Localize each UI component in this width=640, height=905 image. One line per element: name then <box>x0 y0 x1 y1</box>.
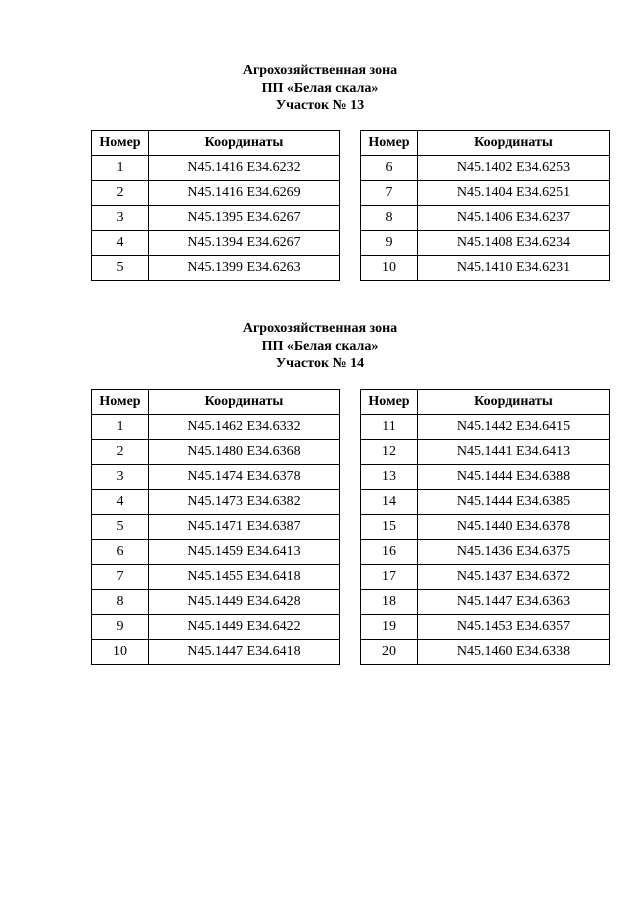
table-row <box>361 590 610 615</box>
point-number-cell: 10 <box>361 256 418 281</box>
table-row <box>92 256 340 281</box>
coordinates-cell: N45.1474 E34.6378 <box>149 465 340 490</box>
point-number-cell: 2 <box>92 440 149 465</box>
table-row <box>92 490 340 515</box>
table-row <box>92 231 340 256</box>
point-number-cell: 4 <box>92 231 149 256</box>
point-number-cell: 17 <box>361 565 418 590</box>
column-header-coordinates: Координаты <box>418 390 610 415</box>
point-number-cell: 16 <box>361 540 418 565</box>
point-number-cell: 1 <box>92 156 149 181</box>
point-number-cell: 8 <box>92 590 149 615</box>
table-row <box>361 256 610 281</box>
table-row <box>92 615 340 640</box>
point-number-cell: 9 <box>361 231 418 256</box>
table-row <box>92 540 340 565</box>
table-row <box>361 465 610 490</box>
coordinates-cell: N45.1406 E34.6237 <box>418 206 610 231</box>
coordinates-cell: N45.1471 E34.6387 <box>149 515 340 540</box>
table-row <box>92 515 340 540</box>
plot-13-heading <box>0 62 640 115</box>
table-row <box>361 206 610 231</box>
plot-14-table-right <box>360 389 610 665</box>
coordinates-cell: N45.1449 E34.6428 <box>149 590 340 615</box>
point-number-cell: 6 <box>92 540 149 565</box>
column-header-coordinates: Координаты <box>149 131 340 156</box>
reserve-title: ПП «Белая скала» <box>261 80 379 96</box>
point-number-cell: 5 <box>92 256 149 281</box>
table-header-row <box>92 131 340 156</box>
zone-title: Агрохозяйственная зона <box>242 321 398 336</box>
plot-13-section <box>0 62 640 115</box>
coordinates-cell: N45.1444 E34.6385 <box>418 490 610 515</box>
coordinates-cell: N45.1440 E34.6378 <box>418 515 610 540</box>
table-row <box>361 615 610 640</box>
table-row <box>92 440 340 465</box>
point-number-cell: 11 <box>361 415 418 440</box>
column-header-number: Номер <box>361 390 418 415</box>
point-number-cell: 5 <box>92 515 149 540</box>
table-header-row <box>361 390 610 415</box>
coordinates-cell: N45.1455 E34.6418 <box>149 565 340 590</box>
point-number-cell: 19 <box>361 615 418 640</box>
coordinates-cell: N45.1449 E34.6422 <box>149 615 340 640</box>
plot-14-section <box>0 320 640 373</box>
coordinates-cell: N45.1416 E34.6232 <box>149 156 340 181</box>
point-number-cell: 15 <box>361 515 418 540</box>
table-row <box>361 440 610 465</box>
table-row <box>361 415 610 440</box>
point-number-cell: 18 <box>361 590 418 615</box>
coordinates-cell: N45.1395 E34.6267 <box>149 206 340 231</box>
table-row <box>361 640 610 665</box>
point-number-cell: 3 <box>92 465 149 490</box>
table-row <box>92 640 340 665</box>
point-number-cell: 9 <box>92 615 149 640</box>
plot-14-heading <box>0 320 640 373</box>
table-header-row <box>92 390 340 415</box>
column-header-number: Номер <box>92 131 149 156</box>
table-row <box>361 490 610 515</box>
point-number-cell: 3 <box>92 206 149 231</box>
coordinates-cell: N45.1460 E34.6338 <box>418 640 610 665</box>
table-row <box>92 156 340 181</box>
reserve-title: ПП «Белая скала» <box>261 338 379 354</box>
coordinates-cell: N45.1394 E34.6267 <box>149 231 340 256</box>
table-row <box>92 181 340 206</box>
coordinates-cell: N45.1442 E34.6415 <box>418 415 610 440</box>
point-number-cell: 4 <box>92 490 149 515</box>
table-row <box>361 515 610 540</box>
point-number-cell: 14 <box>361 490 418 515</box>
point-number-cell: 13 <box>361 465 418 490</box>
coordinates-cell: N45.1404 E34.6251 <box>418 181 610 206</box>
point-number-cell: 7 <box>361 181 418 206</box>
table-row <box>361 231 610 256</box>
plot-13-table-left <box>91 130 340 281</box>
coordinates-cell: N45.1447 E34.6418 <box>149 640 340 665</box>
point-number-cell: 1 <box>92 415 149 440</box>
coordinates-cell: N45.1444 E34.6388 <box>418 465 610 490</box>
table-row <box>92 590 340 615</box>
coordinates-cell: N45.1436 E34.6375 <box>418 540 610 565</box>
table-row <box>361 540 610 565</box>
plot-13-table-right <box>360 130 610 281</box>
plot-title: Участок № 13 <box>275 98 365 113</box>
coordinates-cell: N45.1441 E34.6413 <box>418 440 610 465</box>
coordinates-cell: N45.1447 E34.6363 <box>418 590 610 615</box>
point-number-cell: 8 <box>361 206 418 231</box>
zone-title: Агрохозяйственная зона <box>242 63 398 78</box>
table-row <box>92 415 340 440</box>
coordinates-cell: N45.1410 E34.6231 <box>418 256 610 281</box>
point-number-cell: 7 <box>92 565 149 590</box>
coordinates-cell: N45.1480 E34.6368 <box>149 440 340 465</box>
coordinates-cell: N45.1402 E34.6253 <box>418 156 610 181</box>
table-row <box>92 465 340 490</box>
coordinates-cell: N45.1462 E34.6332 <box>149 415 340 440</box>
table-row <box>361 565 610 590</box>
column-header-coordinates: Координаты <box>418 131 610 156</box>
plot-title: Участок № 14 <box>275 356 365 371</box>
coordinates-cell: N45.1473 E34.6382 <box>149 490 340 515</box>
coordinates-cell: N45.1416 E34.6269 <box>149 181 340 206</box>
plot-14-table-left <box>91 389 340 665</box>
point-number-cell: 20 <box>361 640 418 665</box>
point-number-cell: 2 <box>92 181 149 206</box>
coordinates-cell: N45.1399 E34.6263 <box>149 256 340 281</box>
table-row <box>361 156 610 181</box>
point-number-cell: 6 <box>361 156 418 181</box>
coordinates-cell: N45.1459 E34.6413 <box>149 540 340 565</box>
column-header-number: Номер <box>92 390 149 415</box>
table-header-row <box>361 131 610 156</box>
point-number-cell: 10 <box>92 640 149 665</box>
column-header-number: Номер <box>361 131 418 156</box>
table-row <box>92 206 340 231</box>
table-row <box>92 565 340 590</box>
coordinates-cell: N45.1437 E34.6372 <box>418 565 610 590</box>
table-row <box>361 181 610 206</box>
column-header-coordinates: Координаты <box>149 390 340 415</box>
coordinates-cell: N45.1408 E34.6234 <box>418 231 610 256</box>
coordinates-cell: N45.1453 E34.6357 <box>418 615 610 640</box>
point-number-cell: 12 <box>361 440 418 465</box>
